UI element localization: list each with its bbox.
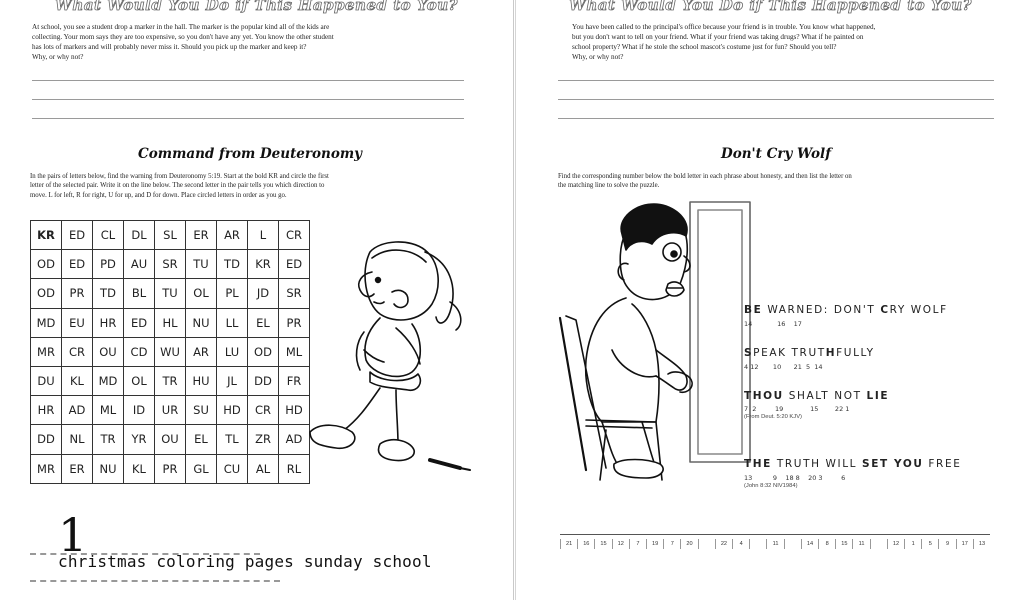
phrase-text: SHALT NOT (783, 390, 867, 402)
answer-cell: 9 (938, 539, 955, 549)
bold-letters: H (825, 347, 837, 359)
grid-cell: HR (93, 308, 124, 337)
grid-cell: BL (124, 279, 155, 308)
answer-line (32, 118, 464, 119)
grid-row (31, 250, 310, 279)
phrase-numbers: 14 16 17 (744, 320, 802, 328)
phrase-numbers: 7 2 19 15 22 1 (744, 405, 850, 413)
bold-letters: SET YOU (862, 458, 924, 470)
grid-cell: SR (155, 250, 186, 279)
grid-cell: ED (279, 250, 310, 279)
grid-cell: NU (93, 454, 124, 483)
grid-cell: DU (31, 366, 62, 395)
answer-line (560, 534, 990, 535)
grid-cell: OD (31, 279, 62, 308)
phrase-the-truth-will-set-you-free (744, 458, 961, 470)
grid-cell: OL (124, 366, 155, 395)
grid-cell: DL (124, 221, 155, 250)
answer-cell: 21 (560, 539, 577, 549)
grid-cell: AR (186, 337, 217, 366)
grid-cell: YR (124, 425, 155, 454)
grid-cell: TU (155, 279, 186, 308)
grid-cell: OU (93, 337, 124, 366)
dont-cry-wolf-instructions (558, 172, 998, 191)
grid-cell: MD (31, 308, 62, 337)
left-prompt-line: collecting. Your mom says they are too expensive, so you don't have any yet. You know the other student (32, 33, 334, 41)
instruction-line: the matching line to solve the puzzle. (558, 182, 660, 190)
left-prompt (32, 22, 472, 62)
phrase-citation: (From Deut. 5:20 KJV) (744, 414, 802, 420)
answer-cell: 14 (801, 539, 818, 549)
grid-cell: ZR (248, 425, 279, 454)
instruction-line: move. L for left, R for right, U for up, and D for down. Place circled letters in order as you go. (30, 191, 287, 199)
answer-cell (749, 539, 766, 549)
answer-cell: 12 (887, 539, 904, 549)
grid-cell: CL (93, 221, 124, 250)
phrase-text: WARNED: DON'T (762, 304, 881, 316)
grid-cell: EU (62, 308, 93, 337)
grid-cell: OD (248, 337, 279, 366)
answer-cell: 15 (594, 539, 611, 549)
grid-cell: NU (186, 308, 217, 337)
left-prompt-line: At school, you see a student drop a marker in the hall. The marker is the popular kind all of the kids are (32, 23, 330, 31)
grid-cell: GL (186, 454, 217, 483)
command-instructions (30, 172, 470, 200)
answer-line (32, 99, 464, 100)
grid-cell: SR (279, 279, 310, 308)
right-page-header: What Would You Do if This Happened to You? (569, 0, 972, 14)
right-prompt-line: school property? What if he stole the school mascot's costume just for fun? Should you tell? (572, 43, 837, 51)
grid-cell: LU (217, 337, 248, 366)
grid-cell: CR (279, 221, 310, 250)
answer-cell: 7 (663, 539, 680, 549)
grid-cell: ER (62, 454, 93, 483)
grid-cell: KL (62, 366, 93, 395)
answer-cell: 17 (956, 539, 973, 549)
grid-cell: PR (279, 308, 310, 337)
grid-cell: TU (186, 250, 217, 279)
grid-cell: SL (155, 221, 186, 250)
instruction-line: letter of the selected pair. Write it on the line below. The second letter in the pair tells you which direction to (30, 182, 325, 190)
grid-cell: TD (217, 250, 248, 279)
grid-row (31, 308, 310, 337)
grid-cell: MD (93, 366, 124, 395)
grid-cell: PD (93, 250, 124, 279)
grid-cell: AU (124, 250, 155, 279)
caption-numeral: 1 (58, 508, 88, 562)
instruction-line: In the pairs of letters below, find the warning from Deuteronomy 5:19. Start at the bold KR and circle the first (30, 173, 329, 180)
phrase-citation: (John 8:32 NIV1984) (744, 483, 798, 489)
grid-cell: HD (217, 396, 248, 425)
grid-row (31, 425, 310, 454)
left-prompt-line: Why, or why not? (32, 53, 84, 61)
grid-cell: FR (279, 366, 310, 395)
answer-cell: 11 (766, 539, 783, 549)
grid-row (31, 221, 310, 250)
answer-cell: 8 (818, 539, 835, 549)
answer-cell: 13 (973, 539, 990, 549)
grid-cell: TR (155, 366, 186, 395)
grid-cell: EL (186, 425, 217, 454)
grid-cell: ER (186, 221, 217, 250)
answer-cell (784, 539, 801, 549)
grid-cell: PR (155, 454, 186, 483)
grid-cell: JL (217, 366, 248, 395)
letter-pair-grid (30, 220, 310, 484)
grid-cell: MR (31, 337, 62, 366)
grid-cell: HD (279, 396, 310, 425)
right-prompt (572, 22, 1002, 62)
bold-letters: THE (744, 458, 772, 470)
grid-cell: ED (62, 221, 93, 250)
answer-cell (698, 539, 715, 549)
answer-cell: 1 (904, 539, 921, 549)
girl-walking-illustration (300, 232, 500, 477)
grid-cell: CU (217, 454, 248, 483)
grid-cell: OD (31, 250, 62, 279)
grid-cell: CR (248, 396, 279, 425)
answer-line (558, 118, 994, 119)
answer-cell: 22 (715, 539, 732, 549)
grid-cell: KR (248, 250, 279, 279)
grid-cell: ML (279, 337, 310, 366)
phrase-numbers: 4 12 10 21 5 14 (744, 363, 823, 371)
phrase-numbers: 13 9 18 8 20 3 6 (744, 474, 846, 482)
grid-cell: JD (248, 279, 279, 308)
grid-cell: AD (62, 396, 93, 425)
grid-cell: ED (62, 250, 93, 279)
grid-cell: TL (217, 425, 248, 454)
answer-cell: 12 (612, 539, 629, 549)
instruction-line: Find the corresponding number below the bold letter in each phrase about honesty, and then list the letter on (558, 173, 852, 180)
grid-row (31, 337, 310, 366)
answer-cell: 20 (680, 539, 697, 549)
answer-line (558, 80, 994, 81)
grid-cell: AL (248, 454, 279, 483)
grid-cell: ML (93, 396, 124, 425)
answer-number-cells (560, 539, 990, 549)
grid-cell: DD (248, 366, 279, 395)
right-prompt-line: but you don't want to tell on your friend. What if your friend was taking drugs? What if he painted on (572, 33, 864, 41)
grid-cell: L (248, 221, 279, 250)
answer-cell: 11 (852, 539, 869, 549)
grid-cell: OU (155, 425, 186, 454)
answer-cell: 16 (577, 539, 594, 549)
grid-cell: CR (62, 337, 93, 366)
grid-row (31, 454, 310, 483)
phrase-be-warned (744, 304, 948, 316)
grid-cell: ED (124, 308, 155, 337)
bold-letters: THOU (744, 390, 784, 402)
phrase-text: FULLY (836, 347, 875, 359)
grid-cell: KR (31, 221, 62, 250)
grid-cell: AR (217, 221, 248, 250)
grid-cell: AD (279, 425, 310, 454)
grid-cell: HL (155, 308, 186, 337)
grid-cell: WU (155, 337, 186, 366)
bold-letters: BE (744, 304, 763, 316)
right-prompt-line: You have been called to the principal's office because your friend is in trouble. You know what happened, (572, 23, 876, 31)
boy-in-chair-illustration (556, 200, 756, 490)
grid-cell: NL (62, 425, 93, 454)
caption-dashes (30, 580, 280, 582)
grid-row (31, 396, 310, 425)
grid-cell: PL (217, 279, 248, 308)
grid-cell: ID (124, 396, 155, 425)
grid-cell: HU (186, 366, 217, 395)
grid-row (31, 366, 310, 395)
answer-cell: 7 (629, 539, 646, 549)
grid-cell: DD (31, 425, 62, 454)
answer-cell: 19 (646, 539, 663, 549)
grid-cell: TR (93, 425, 124, 454)
answer-cell: 4 (732, 539, 749, 549)
left-prompt-line: has lots of markers and will probably never miss it. Should you pick up the marker and keep it? (32, 43, 307, 51)
grid-cell: KL (124, 454, 155, 483)
bold-letters: C (880, 304, 890, 316)
answer-cell: 5 (921, 539, 938, 549)
phrase-thou-shalt-not-lie (744, 390, 889, 402)
grid-cell: UR (155, 396, 186, 425)
left-page-header: What Would You Do if This Happened to You? (55, 0, 458, 14)
answer-cell: 15 (835, 539, 852, 549)
phrase-text: TRUTH WILL (771, 458, 863, 470)
grid-cell: LL (217, 308, 248, 337)
grid-cell: SU (186, 396, 217, 425)
grid-cell: RL (279, 454, 310, 483)
grid-cell: CD (124, 337, 155, 366)
bold-letters: LIE (866, 390, 890, 402)
grid-cell: EL (248, 308, 279, 337)
grid-cell: MR (31, 454, 62, 483)
answer-line (32, 80, 464, 81)
grid-cell: PR (62, 279, 93, 308)
bold-letters: S (744, 347, 754, 359)
grid-cell: OL (186, 279, 217, 308)
caption-text: christmas coloring pages sunday school (58, 552, 432, 571)
puzzle-answer-strip (560, 524, 990, 552)
answer-cell (870, 539, 887, 549)
phrase-speak-truthfully (744, 347, 875, 359)
grid-cell: HR (31, 396, 62, 425)
grid-row (31, 279, 310, 308)
dont-cry-wolf-title: Don't Cry Wolf (721, 146, 831, 162)
right-prompt-line: Why, or why not? (572, 53, 624, 61)
command-section-title: Command from Deuteronomy (138, 146, 362, 162)
answer-line (558, 99, 994, 100)
grid-cell: TD (93, 279, 124, 308)
phrase-text: FREE (923, 458, 962, 470)
phrase-text: PEAK TRUT (753, 347, 826, 359)
phrase-text: RY WOLF (889, 304, 948, 316)
